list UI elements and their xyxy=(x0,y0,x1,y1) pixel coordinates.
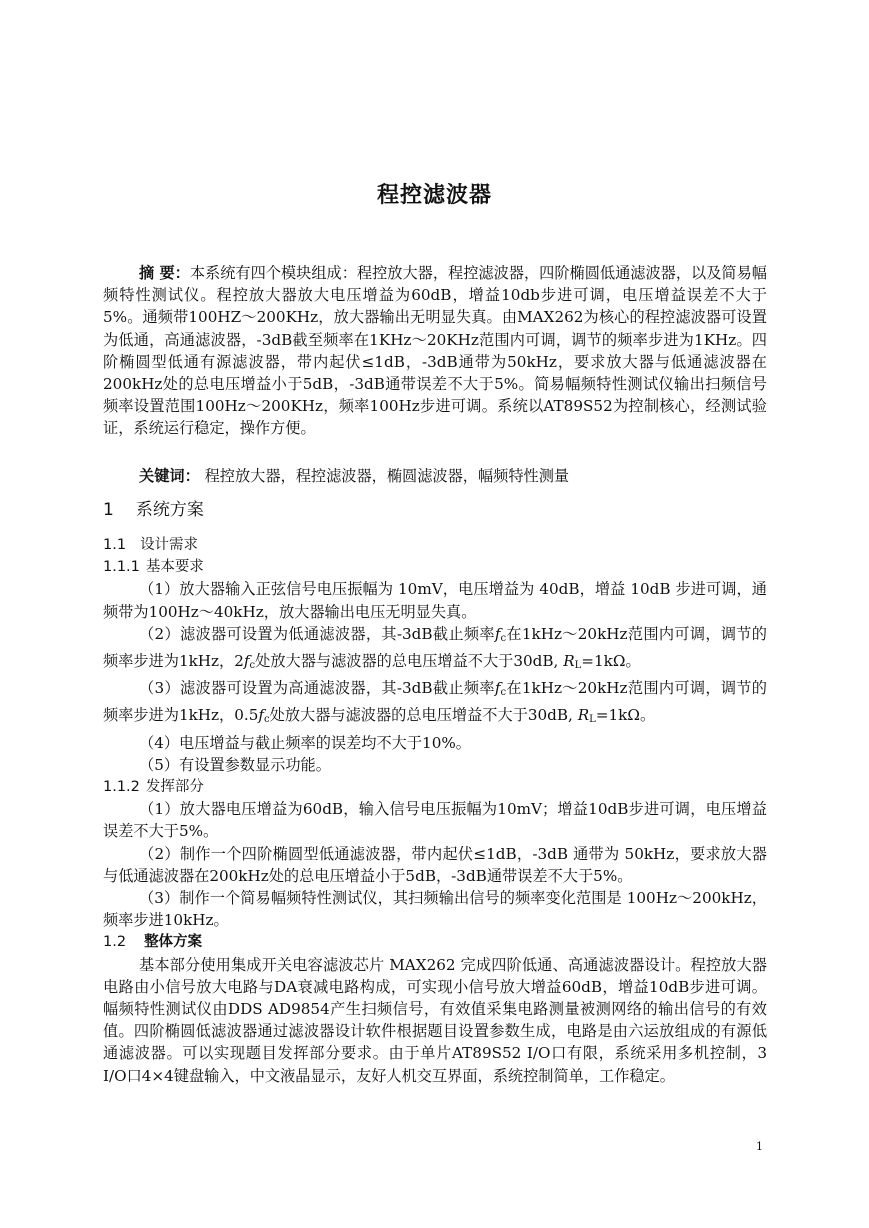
basic-requirement-4: （4）电压增益与截止频率的误差均不大于10%。 xyxy=(139,733,471,752)
abstract-paragraph xyxy=(103,262,767,440)
keywords-text: 程控放大器，程控滤波器，椭圆滤波器，幅频特性测量 xyxy=(199,467,570,485)
keywords-label: 关键词： xyxy=(139,467,200,485)
overall-scheme-paragraph: 基本部分使用集成开关电容滤波芯片 MAX262 完成四阶低通、高通滤波器设计。程控放大器电路由小信号放大电路与DA衰减电路构成，可实现小信号放大增益60dB，增益10dB步进可调。幅频特性测试仪由DDS AD9854产生扫频信号，有效值采集电路测量被测网络的输出信号的有效值。四阶椭圆低滤波器通过滤波器设计软件根据题目设置参数生成，电路是由六运放组成的有源低通滤波器。可以实现题目发挥部分要求。由于单片AT89S52 I/O口有限，系统采用多机控制，3 I/O口4×4键盘输入，中文液晶显示，友好人机交互界面，系统控制简单，工作稳定。 xyxy=(103,955,767,1085)
section-1-title: 系统方案 xyxy=(135,500,204,520)
basic-requirement-3: （3）滤波器可设置为高通滤波器，其-3dB截止频率$f_c$在1kHz～20kHz范围内可调，调节的频率步进为1kHz，$0.5f_c$处放大器与滤波器的总电压增益不大于30dB, $R_L=1k\Omega$。 xyxy=(103,679,767,726)
subsection-1-1-1-number: 1.1.1 xyxy=(103,559,140,576)
abstract xyxy=(103,262,767,440)
section-1-number: 1 xyxy=(103,500,114,520)
subsection-1-2-heading xyxy=(103,931,767,953)
keywords xyxy=(103,465,767,487)
abstract-text: 本系统有四个模块组成：程控放大器，程控滤波器，四阶椭圆低通滤波器，以及简易幅频特性测试仪。程控放大器放大电压增益为60dB，增益10db步进可调，电压增益误差不大于5%。通频带100HZ～200KHz，放大器输出无明显失真。由MAX262为核心的程控滤波器可设置为低通，高通滤波器，-3dB截至频率在1KHz～20KHz范围内可调，调节的频率步进为1KHz。四阶椭圆型低通有源滤波器，带内起伏≤1dB，-3dB通带为50kHz，要求放大器与低通滤波器在200kHz处的总电压增益小于5dB，-3dB通带误差不大于5%。简易幅频特性测试仪输出扫频信号频率设置范围100Hz～200KHz，频率100Hz步进可调。系统以AT89S52为控制核心，经测试验证，系统运行稳定，操作方便。 xyxy=(103,264,767,438)
basic-requirement-1: （1）放大器输入正弦信号电压振幅为 10mV，电压增益为 40dB，增益 10dB 步进可调，通频带为100Hz～40kHz，放大器输出电压无明显失真。 xyxy=(103,580,767,621)
subsection-1-1-2-number: 1.1.2 xyxy=(103,779,140,796)
extra-requirement-3: （3）制作一个简易幅频特性测试仪，其扫频输出信号的频率变化范围是 100Hz～200kHz，频率步进10kHz。 xyxy=(103,889,767,930)
page-number: 1 xyxy=(756,1140,763,1153)
subsection-1-1-heading xyxy=(103,534,767,556)
extra-requirement-1: （1）放大器电压增益为60dB，输入信号电压振幅为10mV；增益10dB步进可调，电压增益误差不大于5%。 xyxy=(103,800,767,841)
subsection-1-2-title: 整体方案 xyxy=(144,934,203,951)
basic-requirement-5: （5）有设置参数显示功能。 xyxy=(139,755,331,774)
subsection-1-1-1-title: 基本要求 xyxy=(145,559,204,576)
keywords-paragraph xyxy=(103,465,767,487)
abstract-label: 摘 要： xyxy=(139,264,190,282)
subsection-1-1-1-heading xyxy=(103,556,767,578)
section-1-heading xyxy=(103,498,204,522)
page-title: 程控滤波器 xyxy=(376,183,492,208)
section-1-body xyxy=(103,534,767,1087)
subsection-1-1-2-title: 发挥部分 xyxy=(145,779,204,796)
extra-requirement-2: （2）制作一个四阶椭圆型低通滤波器，带内起伏≤1dB，-3dB 通带为 50kHz，要求放大器与低通滤波器在200kHz处的总电压增益小于5dB，-3dB通带误差不大于5%。 xyxy=(103,844,767,885)
basic-requirement-2: （2）滤波器可设置为低通滤波器，其-3dB截止频率$f_c$在1kHz～20kHz范围内可调，调节的频率步进为1kHz，$2f_c$处放大器与滤波器的总电压增益不大于30dB, $R_L=1k\Omega$。 xyxy=(103,624,767,672)
subsection-1-1-title: 设计需求 xyxy=(140,537,199,553)
subsection-1-2-number: 1.2 xyxy=(103,934,127,951)
subsection-1-1-2-heading xyxy=(103,776,767,798)
subsection-1-1-number: 1.1 xyxy=(103,537,127,553)
